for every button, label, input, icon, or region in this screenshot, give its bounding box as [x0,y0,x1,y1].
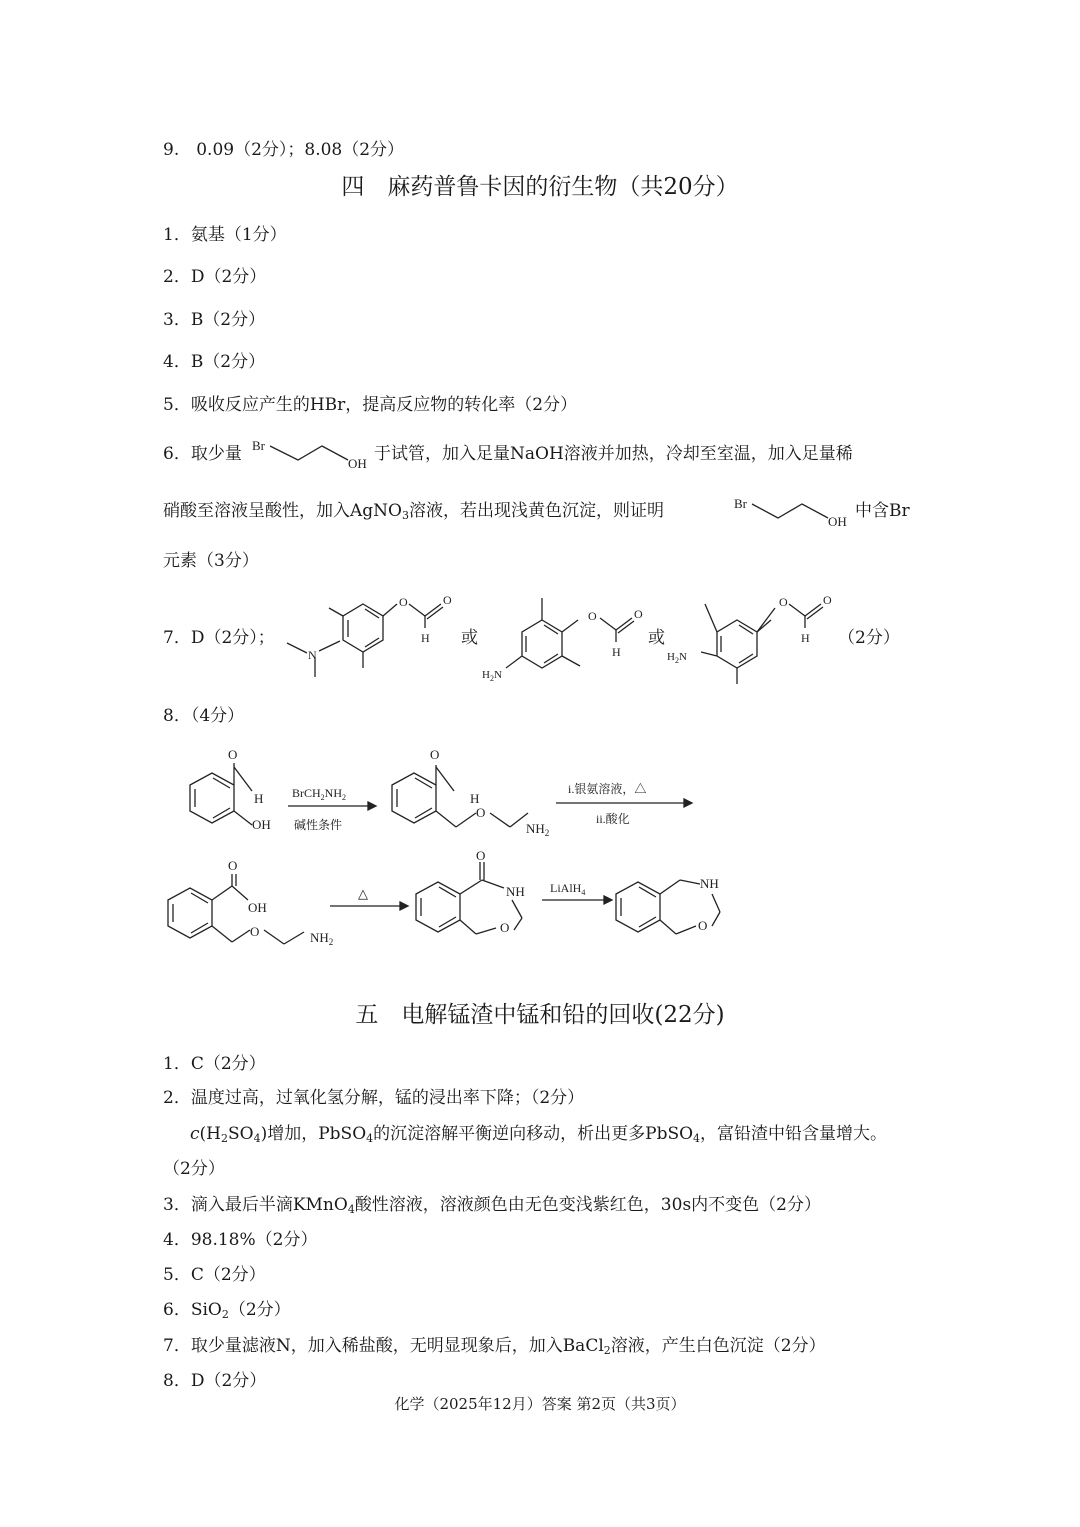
svg-text:O: O [228,858,238,873]
answer-5-1: 1．C（2分） [163,1054,266,1074]
page-footer: 化学（2025年12月）答案 第2页（共3页） [394,1395,686,1413]
svg-text:NH2: $NH_2$ [310,930,334,947]
structure-4-amino-2-6-dimethylphenyl-formate [480,590,650,690]
answer-4-4: 4．B（2分） [163,352,266,372]
answer-4-2: 2．D（2分） [163,267,267,287]
answer-4-3: 3．B（2分） [163,310,266,330]
answer-3-9: 9. 0.09（2分）；8.08（2分） [163,140,405,160]
svg-text:H2N: $H_2N$ [667,651,687,665]
svg-text:O: O [399,595,408,609]
answer-4-6-part-a: 6．取少量 [163,444,242,464]
answer-5-3: 3．滴入最后半滴KMnO$_4$酸性溶液，溶液颜色由无色变浅紫红色，30s内不变色（2分） [163,1195,821,1216]
answer-5-4: 4．98.18%（2分） [163,1230,318,1250]
svg-text:OH: OH [828,514,847,529]
svg-text:△: △ [358,886,368,901]
svg-text:NH: NH [506,884,525,899]
svg-text:H2N: $H_2N$ [482,669,502,683]
svg-text:O: O [443,593,452,607]
answer-4-6-part-f: 元素（3分） [163,551,259,571]
answer-4-6-part-e: 中含Br [855,501,910,521]
answer-5-7: 7．取少量滤液N，加入稀盐酸，无明显现象后，加入BaCl$_2$溶液，产生白色沉淀（2分） [163,1336,826,1357]
section-5-title: 五 电解锰渣中锰和铅的回收(22分) [355,1002,725,1028]
svg-text:H: H [612,645,621,659]
svg-text:O: O [779,595,788,609]
svg-text:NH2: $NH_2$ [526,821,550,838]
svg-text:i.银氨溶液，△: i.银氨溶液，△ [568,782,647,796]
svg-text:O: O [476,848,486,863]
svg-text:OH: OH [252,817,271,832]
bromoethanol-structure-1 [250,432,380,472]
svg-text:H: H [421,631,430,645]
svg-text:Br: Br [734,496,747,511]
answer-4-8-label: 8．（4分） [163,706,245,726]
answer-5-8: 8．D（2分） [163,1371,267,1391]
svg-text:O: O [476,805,486,820]
answer-4-1: 1．氨基（1分） [163,225,287,245]
answer-4-7-suffix: （2分） [838,628,900,648]
svg-text:O: O [500,920,510,935]
svg-text:LiAlH4: LiAlH$_4$ [550,881,586,897]
svg-text:OH: OH [348,456,367,471]
svg-text:H: H [470,791,480,806]
answer-4-7-or-2: 或 [648,628,665,648]
svg-text:H: H [254,791,264,806]
structure-3-amino-2-4-dimethylphenyl-formate [665,590,840,690]
answer-4-6-line2: 硝酸至溶液呈酸性，加入AgNO$_3$溶液，若出现浅黄色沉淀，则证明 [163,501,664,522]
svg-text:O: O [228,747,238,762]
svg-text:NH: NH [700,876,719,891]
answer-5-2-line2: $c(H_2SO_4)$增加，PbSO$_4$的沉淀溶解平衡逆向移动，析出更多PbSO$_4$，富铅渣中铅含量增大。 [190,1124,888,1145]
svg-text:O: O [634,607,643,621]
svg-text:OH: OH [248,900,267,915]
svg-text:Br: Br [252,438,265,453]
answer-4-6-part-b: 于试管，加入足量NaOH溶液并加热，冷却至室温，加入足量稀 [374,444,853,464]
section-4-title: 四 麻药普鲁卡因的衍生物（共20分） [341,174,739,200]
svg-text:N: N [308,648,317,662]
synthesis-row-2 [160,850,740,960]
svg-text:BrCH2NH2: $BrCH_2NH_2$ [292,786,347,802]
svg-text:碱性条件: 碱性条件 [294,818,343,832]
answer-4-7-or-1: 或 [461,628,478,648]
answer-4-7-prefix: 7．D（2分）； [163,628,275,648]
svg-text:ii.酸化: ii.酸化 [596,812,630,826]
answer-5-6: 6．SiO$_2$（2分） [163,1300,291,1321]
answer-5-2-line1: 2．温度过高，过氧化氢分解，锰的浸出率下降；（2分） [163,1088,585,1108]
svg-text:O: O [698,918,708,933]
dimethylamino-group [285,635,375,685]
bromoethanol-structure-2 [732,492,862,532]
svg-text:O: O [430,747,440,762]
svg-text:O: O [823,593,832,607]
svg-text:H: H [801,631,810,645]
answer-5-2-line3: （2分） [163,1159,225,1179]
svg-text:O: O [250,924,260,939]
answer-4-5: 5．吸收反应产生的HBr，提高反应物的转化率（2分） [163,395,578,415]
answer-5-5: 5．C（2分） [163,1265,266,1285]
svg-text:O: O [588,609,597,623]
synthesis-row-1 [160,745,700,845]
